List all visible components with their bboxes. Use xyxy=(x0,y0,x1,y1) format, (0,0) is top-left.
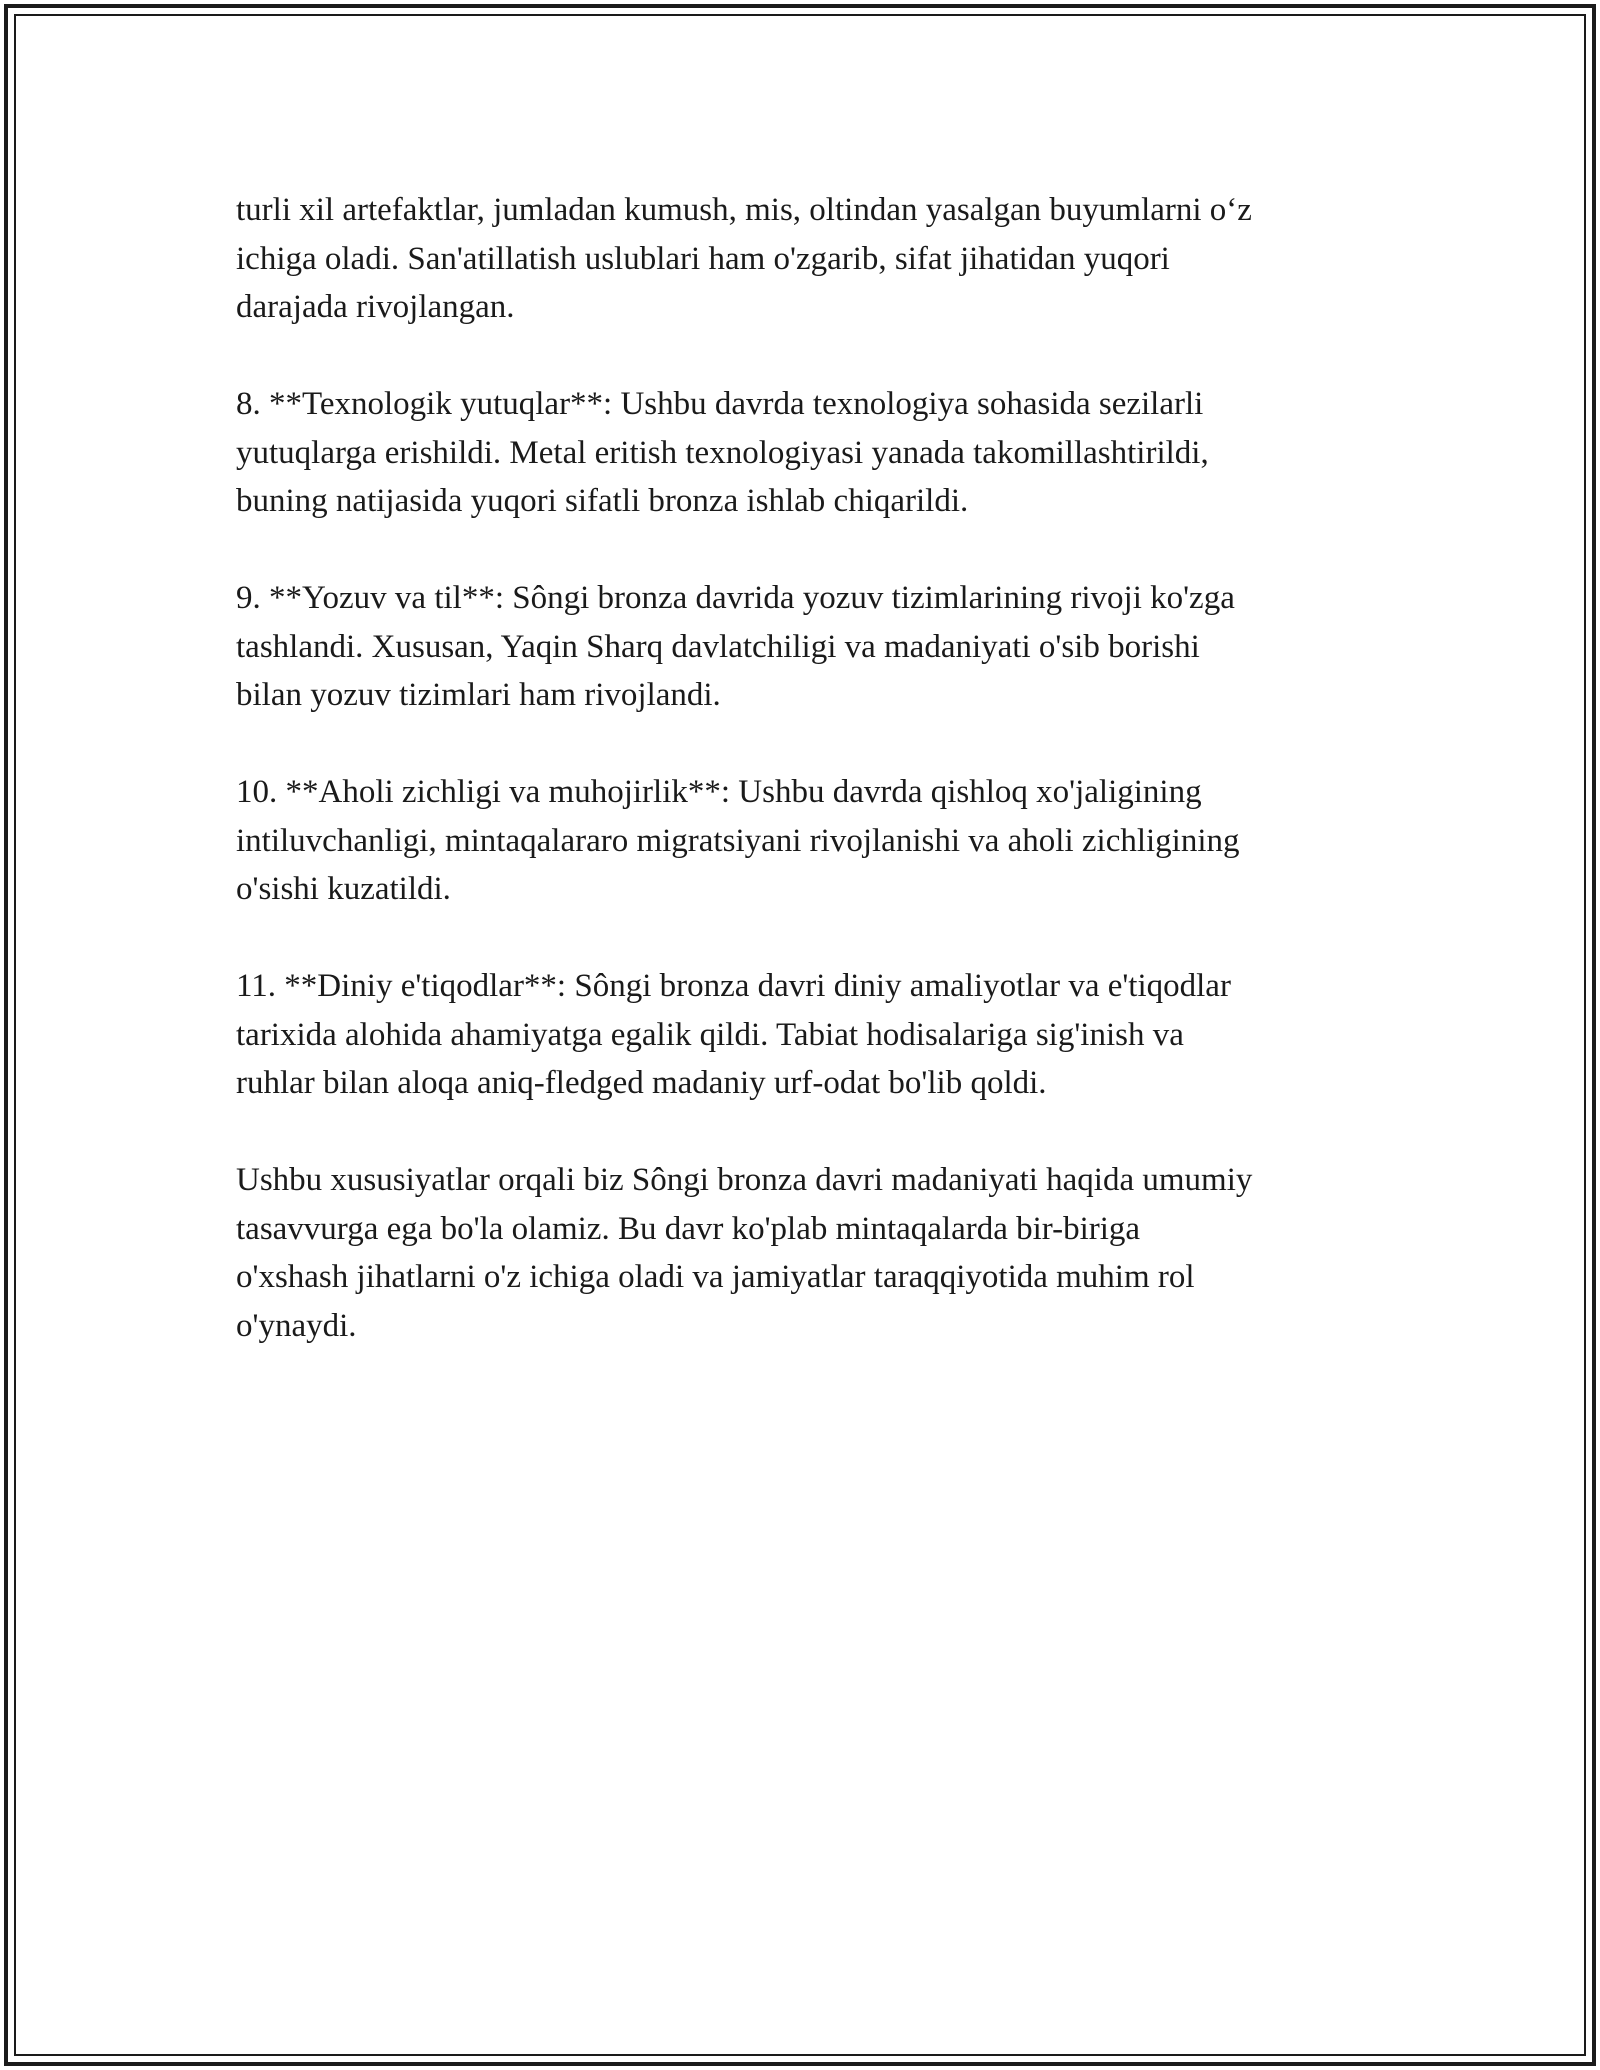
document-body xyxy=(236,186,1376,1350)
paragraph-technological-achievements: 8. **Texnologik yutuqlar**: Ushbu davrda texnologiya sohasida sezilarli yutuqlarga erishildi. Metal eritish texnologiyasi yanada takomillashtirildi, buning natijasida yuqori sifatli bronza ishlab chiqarildi. xyxy=(236,386,1209,519)
paragraph-artefacts: turli xil artefaktlar, jumladan kumush, mis, oltindan yasalgan buyumlarni o‘z ichiga oladi. San'atillatish uslublari ham o'zgarib, sifat jihatidan yuqori darajada rivojlangan. xyxy=(236,192,1252,325)
paragraph-religious-beliefs: 11. **Diniy e'tiqodlar**: Sôngi bronza davri diniy amaliyotlar va e'tiqodlar tarixida alohida ahamiyatga egalik qildi. Tabiat hodisalariga sig'inish va ruhlar bilan aloqa aniq-fledged madaniy urf-odat bo'lib qoldi. xyxy=(236,968,1231,1101)
paragraph-population-and-migration: 10. **Aholi zichligi va muhojirlik**: Ushbu davrda qishloq xo'jaligining intiluvchanligi, mintaqalararo migratsiyani rivojlanishi va aholi zichligining o'sishi kuzatildi. xyxy=(236,774,1240,907)
paragraph-conclusion: Ushbu xususiyatlar orqali biz Sôngi bronza davri madaniyati haqida umumiy tasavvurga ega bo'la olamiz. Bu davr ko'plab mintaqalarda bir-biriga o'xshash jihatlarni o'z ichiga oladi va jamiyatlar taraqqiyotida muhim rol o'ynaydi. xyxy=(236,1162,1253,1344)
paragraph-writing-and-language: 9. **Yozuv va til**: Sôngi bronza davrida yozuv tizimlarining rivoji ko'zga tashlandi. Xususan, Yaqin Sharq davlatchiligi va madaniyati o'sib borishi bilan yozuv tizimlari ham rivojlandi. xyxy=(236,580,1235,713)
